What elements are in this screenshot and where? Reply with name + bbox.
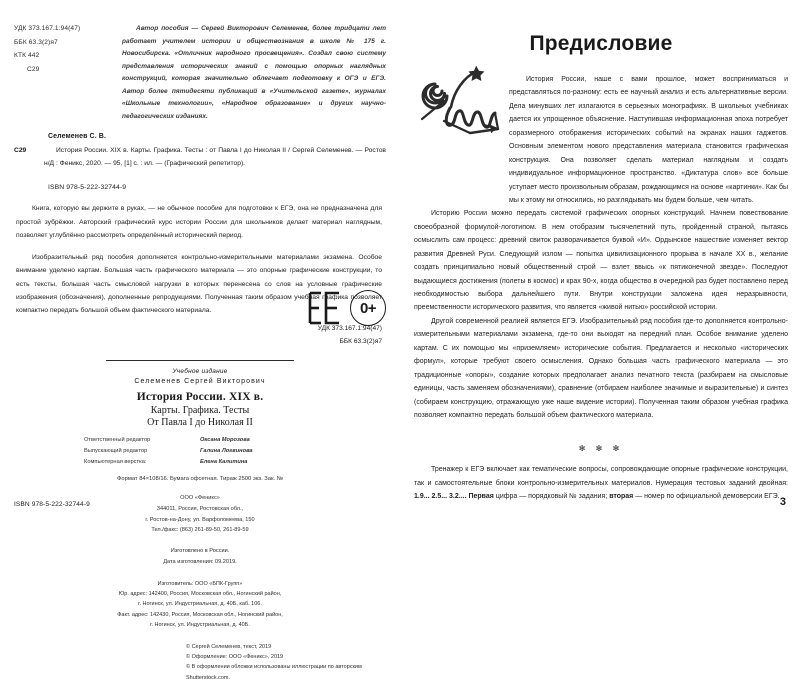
manufacture-date: Дата изготовления: 09.2019. [163, 558, 237, 565]
credit-name: Галина Логвинова [200, 447, 253, 454]
book-title-main: История России. XIX в. [136, 390, 264, 403]
publisher-name: ООО «Феникс» [180, 495, 220, 502]
udk-repeat-line-2: ББК 63.3(2)я7 [339, 337, 382, 345]
isbn-bottom: ISBN 978-5-222-32744-9 [14, 501, 90, 508]
spiral-zigzag-arrow-logo-icon [414, 63, 518, 163]
author-heading: Селеменев С. В. [48, 133, 106, 141]
credit-row [84, 446, 316, 457]
eac-conformity-icon [306, 291, 346, 325]
credit-name: Оксана Морозова [200, 436, 250, 443]
credit-name: Елена Калитина [200, 459, 248, 466]
publisher-phone: Тел./факс: (863) 261-89-50, 261-89-59 [151, 527, 249, 534]
trainer-note [414, 463, 788, 503]
annotation-paragraph-1: Книга, которую вы держите в руках, — не обычное пособие для подготовки к ЕГЭ, она не предназначена для простой зубрёжки. Авторский графический курс истории России для школьников делает материал наглядным, позволяет углублённо рассмотреть определённый исторический период. [16, 205, 382, 239]
credit-role: Ответственный редактор [84, 436, 151, 443]
page-title: Предисловие [529, 32, 673, 55]
publisher-address-2: г. Ростов-на-Дону, ул. Варфоломеева, 150 [145, 516, 255, 523]
copyright-block [14, 642, 386, 684]
credits-list [84, 435, 316, 468]
printer-actual-address-2: г. Ногинск, ул. Индустриальная, д. 40Б. [150, 622, 250, 629]
trainer-note-tail: — номер по официальной демоверсии ЕГЭ. [633, 493, 780, 501]
code-bbk: ББК 63.3(2)я7 [14, 38, 58, 46]
section-divider [106, 360, 294, 361]
right-page-preface [400, 0, 800, 520]
udk-repeat-line-1: УДК 373.167.1:94(47) [317, 324, 382, 332]
preface-paragraph-1: История России, наше с вами прошлое, может восприниматься и представляться по-разному: есть ее научный анализ и есть альтернативные версии. Дела минувших лет излагаются в серьезных монографиях. В школьных учебниках дается их упрощенное объяснение. Наступившая информационная эпоха потребует соразмерного отображения исторических событий на экранах наших гаджетов. Основным элементом нового представления материала становится графическая конструкция. Она позволяет сделать материал наглядным и создать индивидуальное информационное пространство. «Диктатура слов» все больше уступает место произвольным образам, рождающимся на основе «картинки». Как бы мы к этому ни относились, но разглядывать мы будем больше, чем читать. [509, 76, 788, 204]
codes-and-bio-row [14, 22, 386, 123]
biblio-description: История России. XIX в. Карты. Графика. Тесты : от Павла I до Николая II / Сергей Селеменев. — Ростов н/Д : Феникс, 2020. — 95, [1] с. : ил. — (Графический репетитор). [44, 147, 386, 168]
trainer-note-second: вторая [609, 493, 634, 501]
credit-row [84, 435, 316, 446]
code-udk: УДК 373.167.1:94(47) [14, 25, 81, 32]
publisher-block [14, 493, 386, 536]
trainer-note-lead: Тренажер к ЕГЭ включает как тематические вопросы, сопровождающие опорные графические конструкции, так и самостоятельные блоки контрольно-измерительных материалов. Нумерация тестовых заданий двойная: [414, 466, 788, 487]
imprint-author-name: Селеменев Сергей Викторович [134, 377, 266, 385]
trainer-note-paragraph [414, 463, 788, 503]
printer-legal-address-1: Юр. адрес: 142400, Россия, Московская обл., Ногинский район, [118, 591, 282, 598]
biblio-entry [14, 144, 386, 170]
trainer-note-middle: цифра — порядковый № задания; [493, 493, 610, 501]
age-rating-badge: 0+ [350, 290, 386, 326]
printer-legal-address-2: г. Ногинск, ул. Индустриальная, д. 40Б, каб. 106. [138, 601, 262, 608]
printer-block [14, 579, 386, 631]
page-number: 3 [779, 496, 786, 508]
preface-paragraph-3: Другой современной реалией является ЕГЭ. Изобразительный ряд пособия где-то дополняется контрольно-измерительными материалами экзамена, где-то они выходят на передний план. Особое внимание уделено картам. С их помощью мы «приземляем» исторические события. Предлагается и несколько «исторических формул», которые требуют своего осмысления. Однако большая часть графического материала — это традиционные «опоры», создание которых предполагает анализ печатного текста (разбираем на смысловые единицы, часть заменяем обозначениями), сравнение (отбираем наиболее значимые и выразительные) и синтез (собираем конструкцию, отражающую уже наше видение истории). Полученная таким образом учебная графика позволяет компактно передать большой объем фактического материала. [414, 317, 788, 419]
book-title-sub: Карты. Графика. Тесты [150, 404, 250, 416]
classification-codes [14, 22, 122, 76]
format-line: Формат 84×108/16. Бумага офсетная. Тираж 2500 экз. Зак. № [117, 476, 283, 483]
copyright-cover: © В оформлении обложки использованы иллюстрации по авторским Shutterstock.com. [186, 664, 362, 681]
star-icon [468, 66, 484, 81]
code-sigla: С29 [27, 65, 40, 73]
code-ktk: КТК 442 [14, 52, 40, 60]
credit-role: Выпускающий редактор [84, 447, 148, 454]
printer-name: Изготовитель: ООО «БПК-Групп» [157, 580, 243, 587]
preface-body [414, 207, 788, 422]
author-block [14, 133, 386, 170]
credit-role: Компьютерная верстка: [84, 459, 147, 466]
book-title-sub2: От Павла I до Николая II [147, 416, 253, 428]
credit-row [84, 457, 316, 468]
annotation-paragraph-2: Изобразительный ряд пособия дополняется контрольно-измерительными материалами экзамена. Особое внимание уделено картам. Большая часть графического материала — это опорные графические конструкции, то есть тексты, большая часть смысловой нагрузки в которых перенесена со слов на условные графические изображения (обозначения), дополненные репродукциями. Полученная таким образом учебная графика позволяет компактно передать большой объем фактического материала. [16, 254, 382, 315]
author-bio-text: Автор пособия — Сергей Викторович Селеменев, более тридцати лет работает учителем истории и обществознания в школе № 175 г. Новосибирска. «Отличник народного просвещения». Создал свою систему представления исторических знаний с помощью опорных наглядных конструкций, которая значительно облегчает подготовку к ОГЭ и ЕГЭ. Автор более пятидесяти публикаций в «Учительской газете», журналах «Школьные технологии», «Народное образование» и других научно-педагогических изданиях. [122, 25, 386, 120]
trainer-note-numbers: 1.9... 2.5... 3.2.... Первая [414, 493, 494, 501]
left-page-imprint [0, 0, 400, 681]
printer-actual-address-1: Факт. адрес: 142430, Россия, Московская обл., Ногинский район, [117, 611, 283, 618]
section-separator-asterisks: ✻ ✻ ✻ [578, 444, 624, 454]
publisher-address-1: 344011, Россия, Ростовская обл., [156, 505, 244, 512]
imprint-block [14, 368, 386, 428]
copyright-design: © Оформление: ООО «Феникс», 2019 [186, 654, 284, 661]
isbn-top: ISBN 978-5-222-32744-9 [48, 184, 127, 192]
preface-paragraph-1-head [509, 56, 788, 207]
biblio-sigla: С29 [14, 147, 27, 155]
made-in-block [14, 546, 386, 567]
preface-paragraph-2: Историю России можно передать системой графических опорных конструкций. Начнем повествование своеобразной формулой-логотипом. В нем отобразим тысячелетний путь, пройденный страной, пытаясь осмыслить сам процесс: древний свиток разворачивается буквой «И». Ордынское нашествие изменяет вектор развития Древней Руси. Следующий излом — попытка цивилизационного прорыва в начале XX в., желание создать принципиально новый общественный строй — взлет ввысь «к пятиконечной звезде». Последуют выдающиеся достижения (полеты в космос) и крах 90-х, когда общество в очередной раз будет поставлено перед необходимостью выбора дальнейшего пути. Внутри конструкции заложена идея неразрывности, преемственности исторического развития, что является «живой нитью» российской истории. [414, 210, 788, 312]
made-in-country: Изготовлено в России. [170, 548, 230, 555]
edition-kind: Учебное издание [172, 367, 228, 375]
copyright-text: © Сергей Селеменев, текст, 2019 [186, 643, 272, 650]
certification-marks [306, 290, 386, 326]
